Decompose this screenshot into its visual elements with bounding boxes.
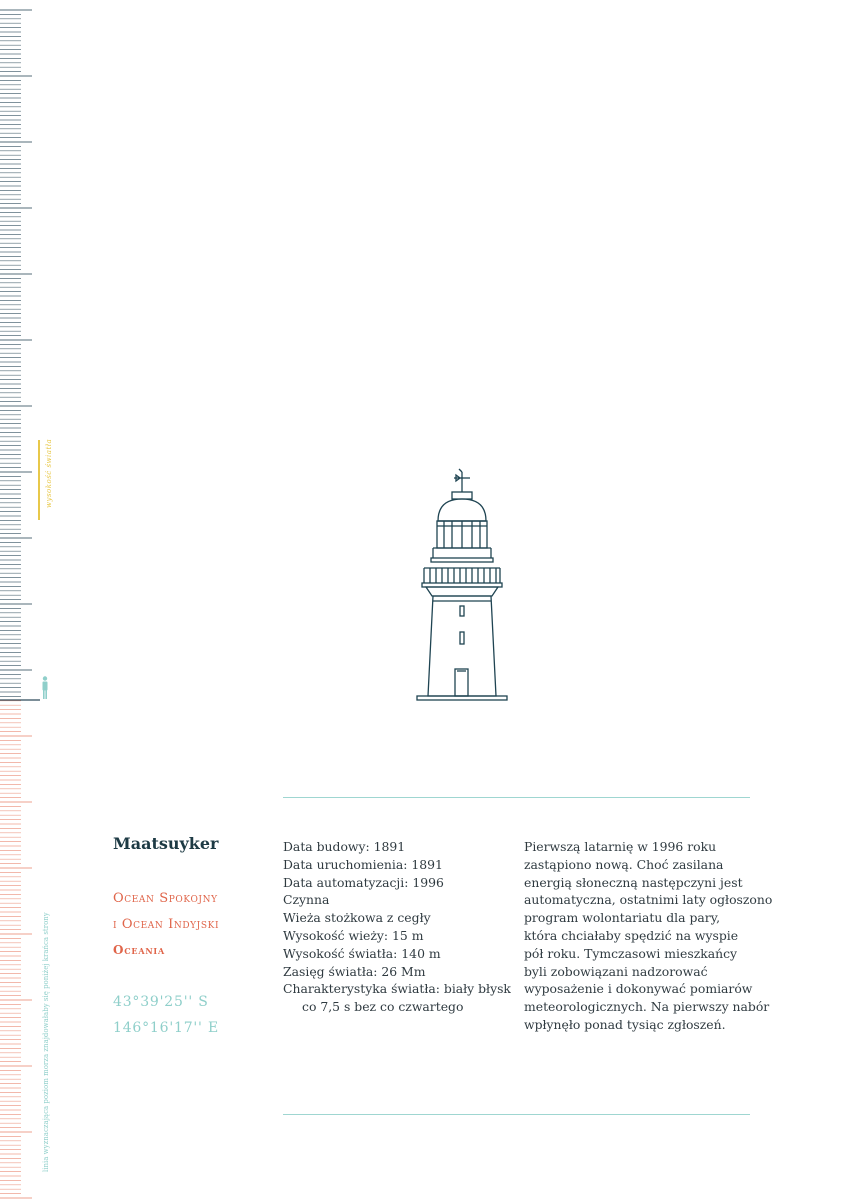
longitude: 146°16'17'' E <box>113 1020 219 1036</box>
fact-light-height: Wysokość światła: 140 m <box>283 945 441 961</box>
light-height-marker <box>38 440 40 520</box>
fact-status: Czynna <box>283 892 330 908</box>
light-height-label: wysokość światła <box>45 438 53 508</box>
description-line: która chciałaby spędzić na wyspie <box>524 927 739 943</box>
ocean-line-2: i Ocean Indyjski <box>113 917 220 932</box>
fact-tower-type: Wieża stożkowa z cegły <box>283 910 431 926</box>
lighthouse-name: Maatsuyker <box>113 834 219 853</box>
facts-list <box>283 838 511 1016</box>
sea-level-caption: linia wyznaczająca poziom morza znajdowałaby się poniżej krańca strony <box>42 912 50 1172</box>
description-line: energią słoneczną następczyni jest <box>524 874 743 890</box>
top-divider <box>283 797 750 798</box>
description-line: meteorologicznych. Na pierwszy nabór <box>524 999 770 1015</box>
description-line: pół roku. Tymczasowi mieszkańcy <box>524 945 738 961</box>
bottom-divider <box>283 1114 750 1115</box>
fact-light-characteristic-cont: co 7,5 s bez co czwartego <box>302 999 464 1015</box>
description-paragraph <box>524 838 772 1034</box>
height-ruler <box>0 0 40 1200</box>
description-line: wyposażenie i dokonywać pomiarów <box>524 981 753 997</box>
description-line: automatyczna, ostatnimi laty ogłoszono <box>524 892 773 908</box>
latitude: 43°39'25'' S <box>113 994 209 1010</box>
fact-tower-height: Wysokość wieży: 15 m <box>283 927 424 943</box>
fact-light-characteristic: Charakterystyka światła: biały błysk <box>283 981 511 997</box>
description-line: program wolontariatu dla pary, <box>524 910 721 926</box>
description-line: wpłynęło ponad tysiąc zgłoszeń. <box>524 1016 726 1032</box>
description-line: zastąpiono nową. Choć zasilana <box>524 856 724 872</box>
fact-light-range: Zasięg światła: 26 Mm <box>283 963 426 979</box>
ocean-line-1: Ocean Spokojny <box>113 891 218 906</box>
description-line: byli zobowiązani nadzorować <box>524 963 708 979</box>
fact-build-date: Data budowy: 1891 <box>283 839 406 854</box>
description-line: Pierwszą latarnię w 1996 roku <box>524 839 717 854</box>
fact-automation-date: Data automatyzacji: 1996 <box>283 874 444 890</box>
fact-launch-date: Data uruchomienia: 1891 <box>283 856 443 872</box>
person-scale-icon <box>41 676 49 700</box>
lighthouse-illustration-icon <box>400 466 515 706</box>
region-label: Oceania <box>113 943 165 957</box>
